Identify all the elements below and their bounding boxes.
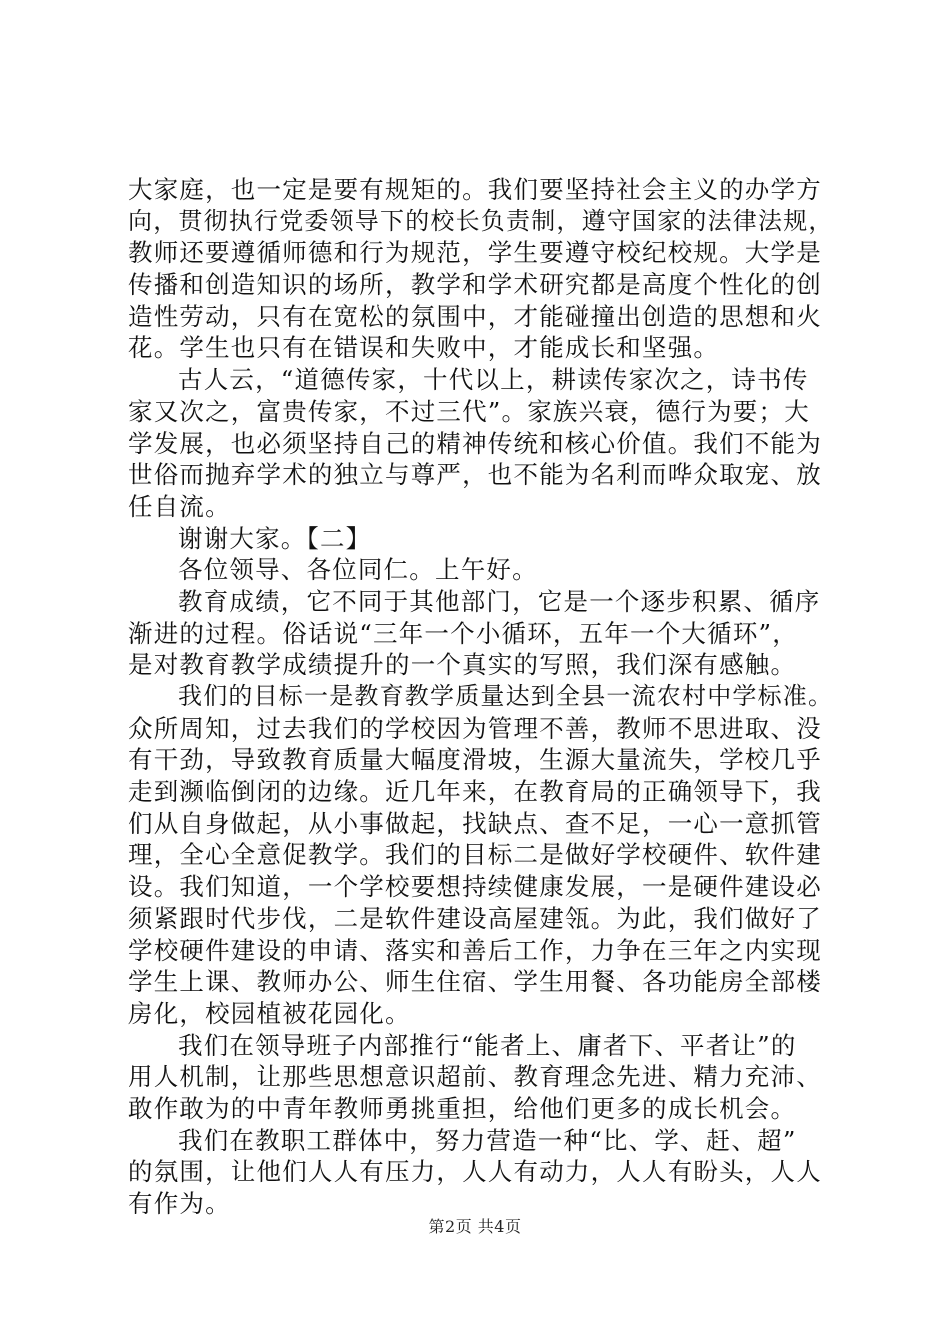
text-line: 教育成绩，它不同于其他部门，它是一个逐步积累、循序: [178, 586, 821, 616]
text-line: 我们在教职工群体中，努力营造一种“比、学、赶、超”: [178, 1125, 797, 1155]
text-line: 我们在领导班子内部推行“能者上、庸者下、平者让”的: [178, 1030, 797, 1060]
text-line: 向，贯彻执行党委领导下的校长负责制，遵守国家的法律法规，: [128, 206, 834, 235]
text-line: 家又次之，富贵传家，不过三代”。家族兴衰，德行为要；大: [128, 396, 810, 426]
text-line: 走到濒临倒闭的边缘。近几年来，在教育局的正确领导下，我: [128, 777, 822, 807]
text-line: 们从自身做起，从小事做起，找缺点、查不足，一心一意抓管: [128, 808, 822, 838]
text-line: 渐进的过程。俗话说“三年一个小循环，五年一个大循环”，: [128, 618, 798, 648]
text-line: 众所周知，过去我们的学校因为管理不善，教师不思进取、没: [128, 713, 822, 743]
text-line: 有作为。: [128, 1189, 231, 1218]
text-line: 花。学生也只有在错误和失败中，才能成长和坚强。: [128, 333, 720, 363]
body-text: [128, 174, 838, 1220]
text-line: 学发展，也必须坚持自己的精神传统和核心价值。我们不能为: [128, 428, 822, 458]
text-line: 是对教育教学成绩提升的一个真实的写照，我们深有感触。: [128, 650, 797, 680]
page-footer: 第2页 共4页: [428, 1217, 522, 1236]
text-line: 房化，校园植被花园化。: [128, 998, 411, 1028]
text-line: 我们的目标一是教育教学质量达到全县一流农村中学标准。: [178, 682, 834, 710]
text-line: 谢谢大家。【二】: [178, 523, 372, 553]
text-line: 学生上课、教师办公、师生住宿、学生用餐、各功能房全部楼: [128, 967, 822, 997]
text-line: 各位领导、各位同仁。上午好。: [178, 555, 538, 585]
text-line: 设。我们知道，一个学校要想持续健康发展，一是硬件建设必: [128, 872, 822, 902]
text-line: 古人云，“道德传家，十代以上，耕读传家次之，诗书传: [178, 365, 809, 395]
text-line: 教师还要遵循师德和行为规范，学生要遵守校纪校规。大学是: [128, 238, 822, 268]
text-line: 大家庭，也一定是要有规矩的。我们要坚持社会主义的办学方: [128, 175, 822, 204]
text-line: 用人机制，让那些思想意识超前、教育理念先进、精力充沛、: [128, 1062, 822, 1092]
text-line: 造性劳动，只有在宽松的氛围中，才能碰撞出创造的思想和火: [128, 301, 822, 331]
text-line: 世俗而抛弃学术的独立与尊严，也不能为名利而哗众取宠、放: [128, 460, 822, 490]
text-line: 理，全心全意促教学。我们的目标二是做好学校硬件、软件建: [128, 840, 822, 870]
text-line: 敢作敢为的中青年教师勇挑重担，给他们更多的成长机会。: [128, 1093, 797, 1123]
text-line: 的氛围，让他们人人有压力，人人有动力，人人有盼头，人人: [128, 1157, 822, 1187]
text-line: 任自流。: [128, 491, 231, 521]
text-line: 有干劲，导致教育质量大幅度滑坡，生源大量流失，学校几乎: [128, 745, 822, 775]
text-line: 传播和创造知识的场所，教学和学术研究都是高度个性化的创: [128, 270, 822, 300]
text-line: 学校硬件建设的申请、落实和善后工作，力争在三年之内实现: [128, 935, 822, 965]
text-line: 须紧跟时代步伐，二是软件建设高屋建瓴。为此，我们做好了: [128, 903, 822, 933]
